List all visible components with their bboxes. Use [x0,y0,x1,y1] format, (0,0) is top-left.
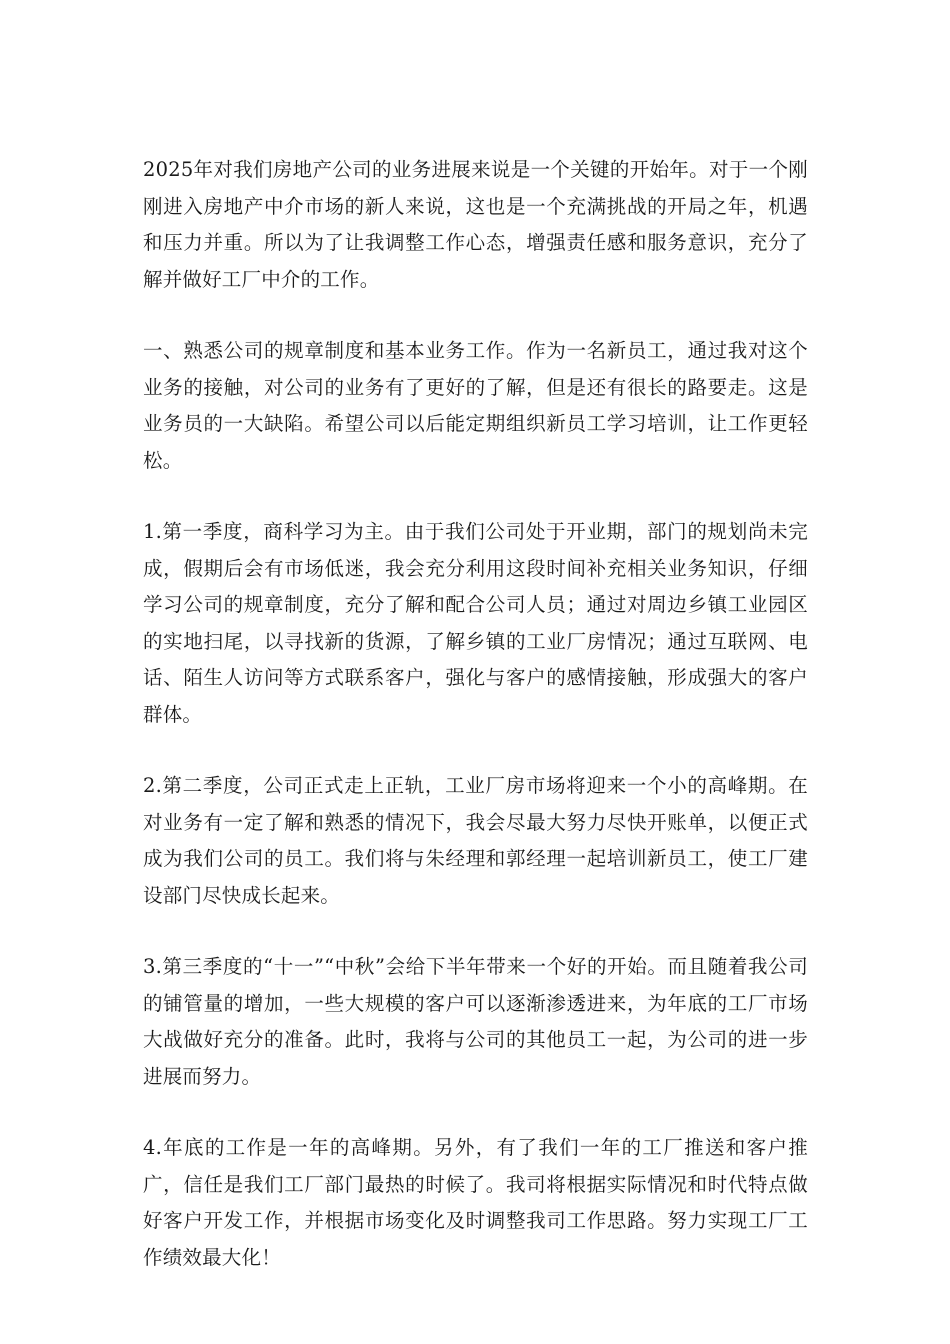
paragraph-q2: 2.第二季度，公司正式走上正轨，工业厂房市场将迎来一个小的高峰期。在对业务有一定了解和熟悉的情况下，我会尽最大努力尽快开账单，以便正式成为我们公司的员工。我们将与朱经理和郭经理一起培训新员工，使工厂建设部门尽快成长起来。 [143,774,808,907]
paragraph-section-one: 一、熟悉公司的规章制度和基本业务工作。作为一名新员工，通过我对这个业务的接触，对公司的业务有了更好的了解，但是还有很长的路要走。这是业务员的一大缺陷。希望公司以后能定期组织新员工学习培训，让工作更轻松。 [143,339,808,472]
paragraph-q1: 1.第一季度，商科学习为主。由于我们公司处于开业期，部门的规划尚未完成，假期后会有市场低迷，我会充分利用这段时间补充相关业务知识，仔细学习公司的规章制度，充分了解和配合公司人员；通过对周边乡镇工业园区的实地扫尾，以寻找新的货源，了解乡镇的工业厂房情况；通过互联网、电话、陌生人访问等方式联系客户，强化与客户的感情接触，形成强大的客户群体。 [143,520,808,726]
paragraph-year-end: 4.年底的工作是一年的高峰期。另外，有了我们一年的工厂推送和客户推广，信任是我们工厂部门最热的时候了。我司将根据实际情况和时代特点做好客户开发工作，并根据市场变化及时调整我司工作思路。努力实现工厂工作绩效最大化！ [143,1136,808,1269]
document-body [143,152,808,1311]
paragraph-intro: 2025年对我们房地产公司的业务进展来说是一个关键的开始年。对于一个刚刚进入房地产中介市场的新人来说，这也是一个充满挑战的开局之年，机遇和压力并重。所以为了让我调整工作心态，增强责任感和服务意识，充分了解并做好工厂中介的工作。 [143,158,808,291]
paragraph-q3: 3.第三季度的“十一”“中秋”会给下半年带来一个好的开始。而且随着我公司的铺管量的增加，一些大规模的客户可以逐渐渗透进来，为年底的工厂市场大战做好充分的准备。此时，我将与公司的其他员工一起，为公司的进一步进展而努力。 [143,955,808,1088]
